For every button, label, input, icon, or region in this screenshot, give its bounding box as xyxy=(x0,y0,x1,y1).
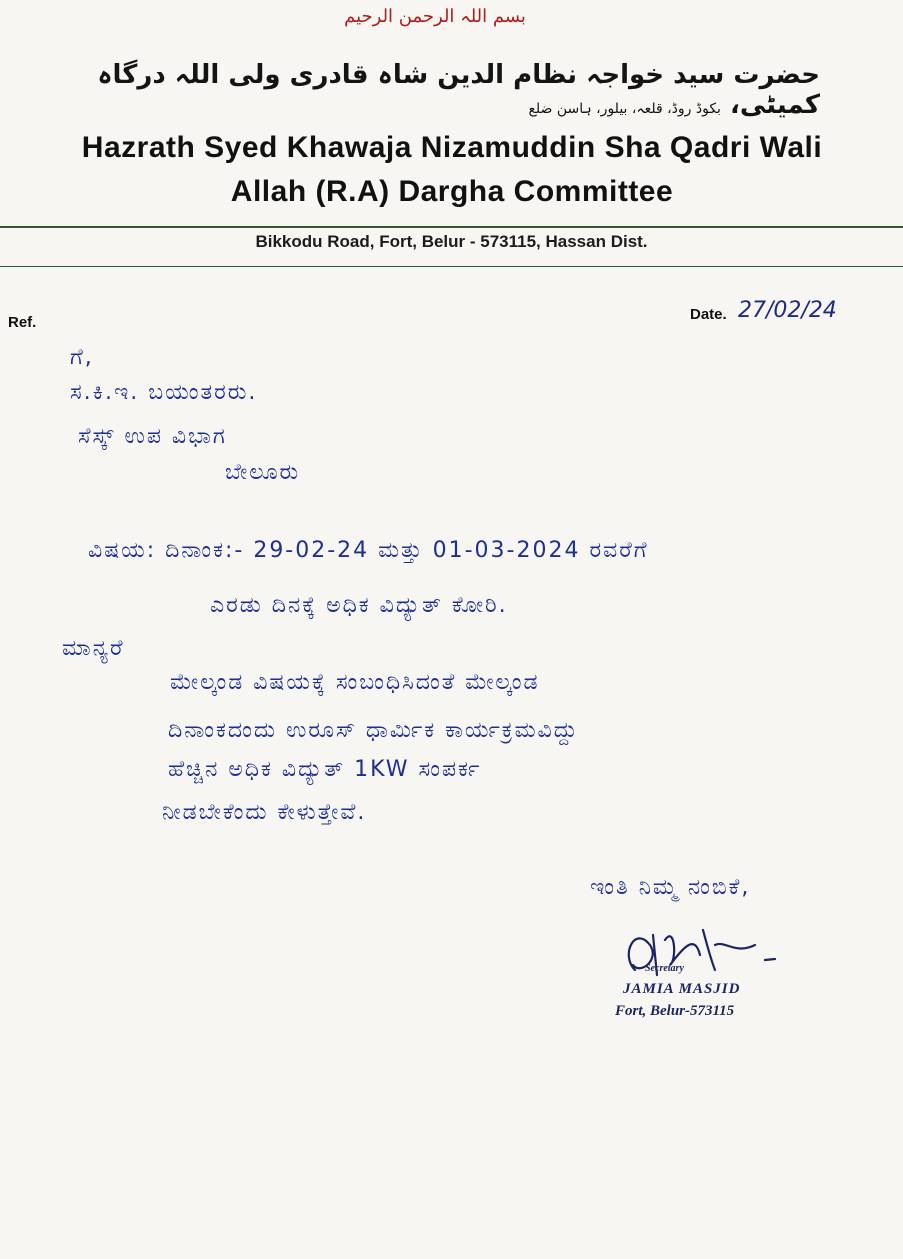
salutation: ಮಾನ್ಯರೆ xyxy=(62,636,125,661)
body-line4: ನೀಡಬೇಕೆಂದು ಕೇಳುತ್ತೇವೆ. xyxy=(162,800,367,825)
recipient-line1: ಸ.ಕಿ.ಇ. ಬಯಂತರರು. xyxy=(70,380,258,405)
signature-mark xyxy=(615,915,795,985)
urdu-organization-title xyxy=(20,60,820,120)
signature-stamp-block xyxy=(595,915,815,1025)
letterhead-divider-bottom xyxy=(0,266,903,267)
subject-line2: ಎರಡು ದಿನಕ್ಕೆ ಅಧಿಕ ವಿದ್ಯುತ್ ಕೋರಿ. xyxy=(210,593,508,618)
closing-line: ಇಂತಿ ನಿಮ್ಮ ನಂಬಿಕೆ, xyxy=(590,875,751,900)
stamp-place: Fort, Belur-573115 xyxy=(615,1003,735,1019)
body-line2: ದಿನಾಂಕದಂದು ಉರೂಸ್ ಧಾರ್ಮಿಕ ಕಾರ್ಯಕ್ರಮವಿದ್ದು xyxy=(168,718,579,743)
subject-line1: ವಿಷಯ: ದಿನಾಂಕ:- 29-02-24 ಮತ್ತು 01-03-2024 ರವರೆಗೆ xyxy=(88,538,649,563)
to-label: ಗೆ, xyxy=(70,345,94,370)
date-value: 27/02/24 xyxy=(738,298,837,323)
stamp-title: Secretary xyxy=(645,963,684,974)
letterhead xyxy=(0,0,903,270)
recipient-line3: ಬೇಲೂರು xyxy=(225,460,301,485)
stamp-organization: JAMIA MASJID xyxy=(623,981,741,997)
body-line1: ಮೇಲ್ಕಂಡ ವಿಷಯಕ್ಕೆ ಸಂಬಂಧಿಸಿದಂತೆ ಮೇಲ್ಕಂಡ xyxy=(170,670,540,695)
date-label: Date. xyxy=(690,306,727,323)
urdu-address-text: بکوڈ روڈ، قلعہ، بیلور، ہاسن ضلع xyxy=(528,101,721,117)
ref-label: Ref. xyxy=(8,314,37,331)
body-line3: ಹೆಚ್ಚಿನ ಅಧಿಕ ವಿದ್ಯುತ್ 1KW ಸಂಪರ್ಕ xyxy=(168,757,482,782)
organization-name xyxy=(22,126,882,214)
recipient-line2: ಸೆಸ್ಕ್ ಉಪ ವಿಭಾಗ xyxy=(78,424,227,449)
organization-name-line1: Hazrath Syed Khawaja Nizamuddin Sha Qadri Wali xyxy=(81,131,823,164)
bismillah-calligraphy: بسم اللہ الرحمن الرحیم xyxy=(344,6,526,27)
urdu-title-text: حضرت سید خواجہ نظام الدین شاہ قادری ولی اللہ درگاہ کمیٹی، xyxy=(97,60,820,120)
letterhead-divider-top xyxy=(0,226,903,228)
organization-name-line2: Allah (R.A) Dargha Committee xyxy=(230,175,674,208)
organization-address: Bikkodu Road, Fort, Belur - 573115, Hassan Dist. xyxy=(255,232,648,251)
